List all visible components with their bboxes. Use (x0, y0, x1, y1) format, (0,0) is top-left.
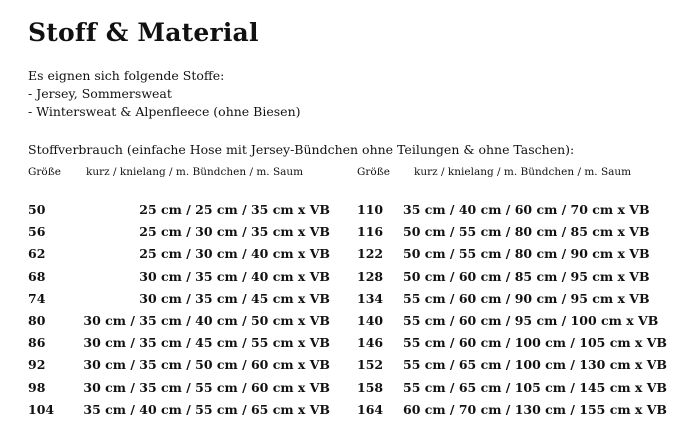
table-row (357, 355, 680, 377)
page-title: Stoff & Material (28, 18, 259, 47)
table-row (28, 289, 358, 311)
size-cell: 158 (357, 379, 384, 395)
right-size-header: Größe (357, 166, 390, 178)
table-row (28, 311, 358, 333)
table-row (28, 244, 358, 266)
measurements-cell: 35 cm / 40 cm / 55 cm / 65 cm x VB (83, 401, 330, 417)
fabric-item-jersey: - Jersey, Sommersweat (28, 86, 172, 101)
fabric-item-wintersweat: - Wintersweat & Alpenfleece (ohne Biesen) (28, 104, 301, 119)
measurements-cell: 55 cm / 65 cm / 105 cm / 145 cm x VB (403, 379, 667, 395)
size-cell: 56 (28, 224, 46, 240)
size-cell: 134 (357, 290, 384, 306)
table-row (357, 200, 680, 222)
size-cell: 80 (28, 312, 46, 328)
right-columns-header: kurz / knielang / m. Bündchen / m. Saum (414, 166, 632, 178)
measurements-cell: 50 cm / 60 cm / 85 cm / 95 cm x VB (403, 268, 650, 284)
size-cell: 110 (357, 202, 384, 217)
measurements-cell: 50 cm / 55 cm / 80 cm / 85 cm x VB (403, 224, 650, 240)
size-cell: 164 (357, 401, 384, 417)
measurements-cell: 30 cm / 35 cm / 50 cm / 60 cm x VB (83, 357, 330, 373)
size-cell: 128 (357, 268, 384, 284)
right-size-table (357, 200, 680, 422)
size-cell: 98 (28, 379, 46, 395)
measurements-cell: 30 cm / 35 cm / 40 cm / 50 cm x VB (83, 312, 330, 328)
table-row (357, 289, 680, 311)
measurements-cell: 25 cm / 25 cm / 35 cm x VB (139, 202, 330, 217)
size-cell: 74 (28, 290, 46, 306)
size-cell: 86 (28, 335, 46, 351)
size-cell: 68 (28, 268, 46, 284)
size-cell: 92 (28, 357, 46, 373)
measurements-cell: 30 cm / 35 cm / 55 cm / 60 cm x VB (83, 379, 330, 395)
measurements-cell: 25 cm / 30 cm / 40 cm x VB (139, 246, 330, 262)
measurements-cell: 50 cm / 55 cm / 80 cm / 90 cm x VB (403, 246, 650, 262)
measurements-cell: 30 cm / 35 cm / 40 cm x VB (139, 268, 330, 284)
fabric-intro: Es eignen sich folgende Stoffe: (28, 68, 225, 83)
table-row (357, 267, 680, 289)
size-cell: 146 (357, 335, 384, 351)
table-row (357, 222, 680, 244)
table-row (28, 355, 358, 377)
left-columns-header: kurz / knielang / m. Bündchen / m. Saum (86, 166, 304, 178)
measurements-cell: 35 cm / 40 cm / 60 cm / 70 cm x VB (403, 202, 650, 217)
size-cell: 140 (357, 312, 384, 328)
left-size-table (28, 200, 358, 422)
measurements-cell: 30 cm / 35 cm / 45 cm / 55 cm x VB (83, 335, 330, 351)
table-row (28, 378, 358, 400)
measurements-cell: 55 cm / 60 cm / 95 cm / 100 cm x VB (403, 312, 659, 328)
table-row (357, 400, 680, 422)
measurements-cell: 30 cm / 35 cm / 45 cm x VB (139, 290, 330, 306)
measurements-cell: 60 cm / 70 cm / 130 cm / 155 cm x VB (403, 401, 667, 417)
size-cell: 116 (357, 224, 384, 240)
measurements-cell: 55 cm / 60 cm / 100 cm / 105 cm x VB (403, 335, 667, 351)
measurements-cell: 55 cm / 65 cm / 100 cm / 130 cm x VB (403, 357, 667, 373)
table-row (357, 378, 680, 400)
table-row (357, 244, 680, 266)
table-row (28, 200, 358, 222)
table-row (357, 333, 680, 355)
left-size-header: Größe (28, 166, 61, 178)
measurements-cell: 55 cm / 60 cm / 90 cm / 95 cm x VB (403, 290, 650, 306)
size-cell: 122 (357, 246, 384, 262)
table-row (28, 267, 358, 289)
table-row (28, 400, 358, 422)
size-cell: 104 (28, 401, 55, 417)
table-row (357, 311, 680, 333)
table-row (28, 222, 358, 244)
size-cell: 62 (28, 246, 46, 262)
usage-heading: Stoffverbrauch (einfache Hose mit Jersey-Bündchen ohne Teilungen & ohne Taschen): (28, 142, 575, 157)
table-row (28, 333, 358, 355)
measurements-cell: 25 cm / 30 cm / 35 cm x VB (139, 224, 330, 240)
size-cell: 50 (28, 202, 46, 217)
size-cell: 152 (357, 357, 384, 373)
